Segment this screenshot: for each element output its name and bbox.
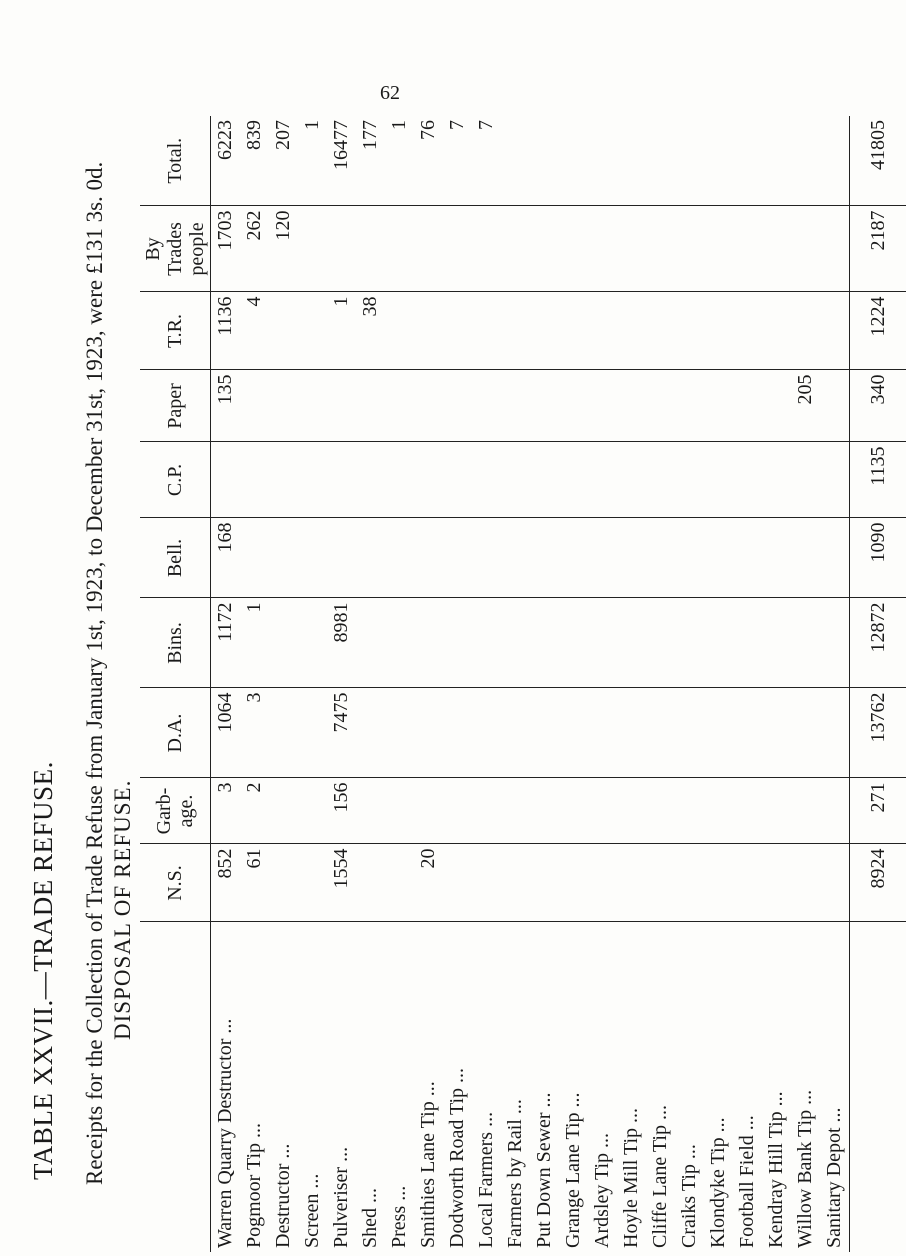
table-row xyxy=(211,116,241,1252)
cell-total xyxy=(646,116,675,206)
cell-trades xyxy=(356,206,385,292)
cell-trades xyxy=(820,206,850,292)
cell-trades: 1703 xyxy=(211,206,241,292)
cell-cp xyxy=(385,442,414,518)
cell-bell xyxy=(820,518,850,598)
cell-bins xyxy=(559,598,588,688)
cell-garbage xyxy=(298,778,327,844)
cell-paper xyxy=(501,370,530,442)
page-number: 62 xyxy=(380,82,400,104)
cell-paper xyxy=(675,370,704,442)
cell-tr xyxy=(762,292,791,370)
header-paper: Paper xyxy=(140,370,211,442)
cell-garbage xyxy=(733,778,762,844)
cell-garbage xyxy=(472,778,501,844)
cell-garbage xyxy=(501,778,530,844)
cell-da xyxy=(472,688,501,778)
cell-bins xyxy=(269,598,298,688)
table-row xyxy=(733,116,762,1252)
cell-name: Willow Bank Tip ... xyxy=(794,1089,816,1248)
cell-total xyxy=(588,116,617,206)
cell-name: Shed ... xyxy=(359,1188,381,1248)
header-bell: Bell. xyxy=(140,518,211,598)
cell-tr xyxy=(733,292,762,370)
cell-trades: 262 xyxy=(240,206,269,292)
table-subtitle: Receipts for the Collection of Trade Refuse from January 1st, 1923, to December 31st, 1923, were £131 3s. 0d. xyxy=(82,161,107,1185)
table-body xyxy=(211,116,906,1252)
cell-ns xyxy=(675,844,704,922)
cell-name: Destructor ... xyxy=(272,1143,294,1248)
cell-name: Grange Lane Tip ... xyxy=(562,1092,584,1248)
cell-tr: 38 xyxy=(356,292,385,370)
cell-bell xyxy=(704,518,733,598)
cell-da: 7475 xyxy=(327,688,356,778)
cell-name: Smithies Lane Tip ... xyxy=(417,1081,439,1248)
total-garbage: 271 xyxy=(850,778,906,844)
cell-garbage xyxy=(704,778,733,844)
cell-bins xyxy=(588,598,617,688)
cell-ns: 61 xyxy=(240,844,269,922)
cell-tr xyxy=(559,292,588,370)
cell-ns xyxy=(646,844,675,922)
cell-paper xyxy=(588,370,617,442)
cell-total: 207 xyxy=(269,116,298,206)
table-row xyxy=(443,116,472,1252)
cell-tr xyxy=(443,292,472,370)
cell-ns xyxy=(559,844,588,922)
cell-ns: 20 xyxy=(414,844,443,922)
cell-paper xyxy=(240,370,269,442)
total-bell: 1090 xyxy=(850,518,906,598)
cell-da xyxy=(559,688,588,778)
cell-tr xyxy=(646,292,675,370)
cell-bell xyxy=(327,518,356,598)
refuse-table-container xyxy=(140,116,889,1252)
cell-total xyxy=(675,116,704,206)
cell-trades xyxy=(559,206,588,292)
cell-cp xyxy=(327,442,356,518)
cell-bell xyxy=(588,518,617,598)
cell-da xyxy=(356,688,385,778)
cell-tr xyxy=(472,292,501,370)
cell-cp xyxy=(675,442,704,518)
cell-trades xyxy=(298,206,327,292)
cell-ns: 852 xyxy=(211,844,241,922)
cell-da xyxy=(385,688,414,778)
cell-ns xyxy=(501,844,530,922)
total-cp: 1135 xyxy=(850,442,906,518)
cell-cp xyxy=(617,442,646,518)
cell-garbage xyxy=(414,778,443,844)
cell-cp xyxy=(211,442,241,518)
cell-da xyxy=(588,688,617,778)
cell-total xyxy=(820,116,850,206)
cell-name: Sanitary Depot ... xyxy=(823,1107,845,1248)
cell-bell xyxy=(472,518,501,598)
cell-cp xyxy=(733,442,762,518)
header-cp: C.P. xyxy=(140,442,211,518)
table-row xyxy=(617,116,646,1252)
cell-bell xyxy=(356,518,385,598)
cell-paper xyxy=(385,370,414,442)
cell-name: Craiks Tip ... xyxy=(678,1144,700,1248)
cell-cp xyxy=(646,442,675,518)
cell-tr: 1136 xyxy=(211,292,241,370)
cell-ns xyxy=(791,844,820,922)
cell-total xyxy=(530,116,559,206)
table-row xyxy=(588,116,617,1252)
cell-trades xyxy=(530,206,559,292)
cell-paper: 205 xyxy=(791,370,820,442)
cell-paper xyxy=(269,370,298,442)
cell-tr xyxy=(588,292,617,370)
cell-trades xyxy=(762,206,791,292)
cell-total xyxy=(704,116,733,206)
cell-total xyxy=(501,116,530,206)
cell-bins xyxy=(472,598,501,688)
cell-cp xyxy=(472,442,501,518)
cell-name: Put Down Sewer ... xyxy=(533,1092,555,1248)
header-tr: T.R. xyxy=(140,292,211,370)
cell-bell xyxy=(675,518,704,598)
cell-bell xyxy=(269,518,298,598)
cell-total: 1 xyxy=(298,116,327,206)
cell-da xyxy=(443,688,472,778)
cell-garbage xyxy=(269,778,298,844)
cell-ns xyxy=(588,844,617,922)
cell-ns xyxy=(385,844,414,922)
table-row xyxy=(414,116,443,1252)
cell-trades xyxy=(414,206,443,292)
cell-paper xyxy=(298,370,327,442)
header-ns: N.S. xyxy=(140,844,211,922)
cell-garbage: 2 xyxy=(240,778,269,844)
cell-tr xyxy=(820,292,850,370)
cell-cp xyxy=(269,442,298,518)
table-title: TABLE XXVII.—TRADE REFUSE. xyxy=(28,761,58,1180)
cell-da: 3 xyxy=(240,688,269,778)
cell-cp xyxy=(588,442,617,518)
cell-cp xyxy=(356,442,385,518)
cell-da xyxy=(704,688,733,778)
table-row xyxy=(762,116,791,1252)
cell-total xyxy=(733,116,762,206)
cell-tr xyxy=(269,292,298,370)
cell-cp xyxy=(791,442,820,518)
cell-name: Hoyle Mill Tip ... xyxy=(620,1107,642,1248)
header-trades: By Trades people xyxy=(140,206,211,292)
cell-bell xyxy=(791,518,820,598)
totals-row xyxy=(850,116,906,1252)
cell-bins: 1 xyxy=(240,598,269,688)
cell-bell xyxy=(385,518,414,598)
cell-bins xyxy=(443,598,472,688)
cell-ns xyxy=(617,844,646,922)
cell-bell: 168 xyxy=(211,518,241,598)
table-row xyxy=(472,116,501,1252)
cell-da xyxy=(762,688,791,778)
total-name xyxy=(850,922,906,1252)
table-row xyxy=(501,116,530,1252)
cell-garbage: 156 xyxy=(327,778,356,844)
cell-paper xyxy=(646,370,675,442)
cell-garbage xyxy=(617,778,646,844)
cell-paper: 135 xyxy=(211,370,241,442)
cell-ns xyxy=(820,844,850,922)
cell-total xyxy=(762,116,791,206)
cell-bell xyxy=(646,518,675,598)
cell-ns xyxy=(298,844,327,922)
cell-paper xyxy=(733,370,762,442)
cell-bins xyxy=(617,598,646,688)
cell-trades xyxy=(617,206,646,292)
cell-bins xyxy=(298,598,327,688)
cell-tr: 1 xyxy=(327,292,356,370)
cell-cp xyxy=(762,442,791,518)
cell-da xyxy=(269,688,298,778)
cell-garbage xyxy=(530,778,559,844)
cell-bell xyxy=(501,518,530,598)
table-row xyxy=(704,116,733,1252)
cell-ns xyxy=(530,844,559,922)
cell-total: 177 xyxy=(356,116,385,206)
cell-total: 6223 xyxy=(211,116,241,206)
cell-name: Farmers by Rail ... xyxy=(504,1099,526,1248)
cell-da xyxy=(675,688,704,778)
cell-bell xyxy=(530,518,559,598)
cell-cp xyxy=(298,442,327,518)
header-row xyxy=(140,116,211,1252)
cell-cp xyxy=(559,442,588,518)
cell-tr xyxy=(791,292,820,370)
table-row xyxy=(356,116,385,1252)
cell-trades xyxy=(327,206,356,292)
cell-garbage xyxy=(559,778,588,844)
cell-garbage xyxy=(646,778,675,844)
cell-paper xyxy=(530,370,559,442)
cell-tr xyxy=(298,292,327,370)
cell-tr xyxy=(414,292,443,370)
table-row xyxy=(240,116,269,1252)
table-row xyxy=(646,116,675,1252)
cell-trades xyxy=(443,206,472,292)
cell-trades xyxy=(675,206,704,292)
cell-tr: 4 xyxy=(240,292,269,370)
cell-total: 16477 xyxy=(327,116,356,206)
cell-garbage xyxy=(385,778,414,844)
cell-bins xyxy=(762,598,791,688)
cell-ns xyxy=(472,844,501,922)
cell-ns: 1554 xyxy=(327,844,356,922)
cell-da xyxy=(646,688,675,778)
cell-tr xyxy=(501,292,530,370)
table-row xyxy=(385,116,414,1252)
total-paper: 340 xyxy=(850,370,906,442)
header-bins: Bins. xyxy=(140,598,211,688)
cell-paper xyxy=(472,370,501,442)
cell-bell xyxy=(733,518,762,598)
cell-ns xyxy=(356,844,385,922)
cell-cp xyxy=(240,442,269,518)
cell-garbage: 3 xyxy=(211,778,241,844)
total-bins: 12872 xyxy=(850,598,906,688)
cell-garbage xyxy=(762,778,791,844)
cell-total: 76 xyxy=(414,116,443,206)
table-row xyxy=(820,116,850,1252)
refuse-table xyxy=(140,116,906,1252)
table-row xyxy=(269,116,298,1252)
cell-tr xyxy=(385,292,414,370)
cell-bins xyxy=(385,598,414,688)
cell-trades xyxy=(733,206,762,292)
header-garbage: Garb-age. xyxy=(140,778,211,844)
cell-da xyxy=(414,688,443,778)
cell-paper xyxy=(820,370,850,442)
cell-tr xyxy=(617,292,646,370)
cell-garbage xyxy=(588,778,617,844)
cell-trades xyxy=(385,206,414,292)
cell-ns xyxy=(704,844,733,922)
table-row xyxy=(791,116,820,1252)
cell-cp xyxy=(414,442,443,518)
cell-trades xyxy=(472,206,501,292)
total-da: 13762 xyxy=(850,688,906,778)
cell-da xyxy=(501,688,530,778)
cell-bell xyxy=(617,518,646,598)
cell-total: 7 xyxy=(472,116,501,206)
cell-total: 839 xyxy=(240,116,269,206)
cell-trades xyxy=(791,206,820,292)
cell-name: Cliffe Lane Tip ... xyxy=(649,1105,671,1248)
cell-da xyxy=(791,688,820,778)
cell-bins: 8981 xyxy=(327,598,356,688)
cell-trades xyxy=(646,206,675,292)
cell-paper xyxy=(762,370,791,442)
cell-garbage xyxy=(675,778,704,844)
cell-da: 1064 xyxy=(211,688,241,778)
cell-trades xyxy=(501,206,530,292)
cell-paper xyxy=(617,370,646,442)
cell-name: Klondyke Tip ... xyxy=(707,1117,729,1248)
cell-name: Local Farmers ... xyxy=(475,1111,497,1248)
cell-ns xyxy=(762,844,791,922)
cell-bins xyxy=(791,598,820,688)
cell-cp xyxy=(530,442,559,518)
cell-da xyxy=(820,688,850,778)
cell-bell xyxy=(240,518,269,598)
table-row xyxy=(298,116,327,1252)
cell-bell xyxy=(298,518,327,598)
cell-name: Pulveriser ... xyxy=(330,1146,352,1248)
cell-tr xyxy=(704,292,733,370)
cell-paper xyxy=(443,370,472,442)
cell-name: Press ... xyxy=(388,1185,410,1248)
cell-cp xyxy=(704,442,733,518)
cell-paper xyxy=(356,370,385,442)
cell-bell xyxy=(414,518,443,598)
cell-bins xyxy=(501,598,530,688)
cell-total xyxy=(559,116,588,206)
cell-cp xyxy=(501,442,530,518)
total-tr: 1224 xyxy=(850,292,906,370)
cell-paper xyxy=(704,370,733,442)
cell-trades: 120 xyxy=(269,206,298,292)
table-row xyxy=(530,116,559,1252)
table-row xyxy=(559,116,588,1252)
cell-bins xyxy=(733,598,762,688)
cell-name: Ardsley Tip ... xyxy=(591,1132,613,1248)
cell-ns xyxy=(269,844,298,922)
section-heading: DISPOSAL OF REFUSE. xyxy=(110,779,135,1040)
cell-name: Football Field ... xyxy=(736,1115,758,1248)
cell-total: 7 xyxy=(443,116,472,206)
cell-paper xyxy=(414,370,443,442)
table-row xyxy=(675,116,704,1252)
cell-total xyxy=(791,116,820,206)
total-ns: 8924 xyxy=(850,844,906,922)
cell-bell xyxy=(559,518,588,598)
cell-paper xyxy=(327,370,356,442)
cell-tr xyxy=(530,292,559,370)
cell-ns xyxy=(443,844,472,922)
cell-garbage xyxy=(791,778,820,844)
cell-da xyxy=(530,688,559,778)
cell-da xyxy=(617,688,646,778)
cell-bell xyxy=(443,518,472,598)
cell-name: Pogmoor Tip ... xyxy=(243,1122,265,1248)
cell-name: Kendray Hill Tip ... xyxy=(765,1091,787,1248)
cell-ns xyxy=(733,844,762,922)
cell-bins xyxy=(356,598,385,688)
total-trades: 2187 xyxy=(850,206,906,292)
cell-bins xyxy=(530,598,559,688)
cell-total: 1 xyxy=(385,116,414,206)
cell-da xyxy=(298,688,327,778)
table-row xyxy=(327,116,356,1252)
cell-name: Warren Quarry Destructor ... xyxy=(214,1018,236,1248)
cell-cp xyxy=(443,442,472,518)
cell-bins xyxy=(820,598,850,688)
header-da: D.A. xyxy=(140,688,211,778)
cell-cp xyxy=(820,442,850,518)
header-name xyxy=(140,922,211,1252)
total-total: 41805 xyxy=(850,116,906,206)
cell-bell xyxy=(762,518,791,598)
cell-bins xyxy=(704,598,733,688)
cell-garbage xyxy=(443,778,472,844)
cell-trades xyxy=(588,206,617,292)
cell-bins xyxy=(414,598,443,688)
cell-bins: 1172 xyxy=(211,598,241,688)
cell-trades xyxy=(704,206,733,292)
cell-name: Screen ... xyxy=(301,1173,323,1248)
cell-total xyxy=(617,116,646,206)
cell-garbage xyxy=(356,778,385,844)
cell-bins xyxy=(675,598,704,688)
cell-tr xyxy=(675,292,704,370)
cell-bins xyxy=(646,598,675,688)
header-total: Total. xyxy=(140,116,211,206)
cell-da xyxy=(733,688,762,778)
cell-paper xyxy=(559,370,588,442)
cell-garbage xyxy=(820,778,850,844)
cell-name: Dodworth Road Tip ... xyxy=(446,1067,468,1248)
